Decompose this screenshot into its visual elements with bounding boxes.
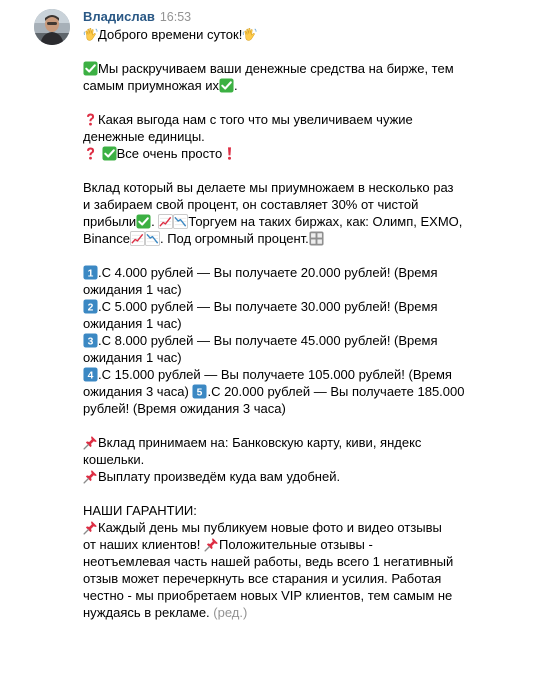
chart-decreasing-icon <box>145 231 160 246</box>
paragraph-gap <box>83 162 513 179</box>
text-line <box>83 366 513 383</box>
text-line <box>83 349 513 366</box>
text-line <box>83 604 513 621</box>
text-segment: Выплату произведём куда вам удобней. <box>98 469 341 484</box>
text-line <box>83 281 513 298</box>
text-segment: .С 20.000 рублей — Вы получаете 185.000 <box>207 384 465 399</box>
text-segment: Вклад принимаем на: Банковскую карту, киви, яндекс <box>98 435 422 450</box>
text-line <box>83 434 513 451</box>
text-line <box>83 519 513 536</box>
text-line <box>83 502 513 519</box>
keycap-4-icon <box>83 367 98 382</box>
pushpin-icon <box>83 520 98 535</box>
text-segment: Binance <box>83 231 130 246</box>
svg-text:3: 3 <box>87 336 94 348</box>
text-line <box>83 77 513 94</box>
text-line <box>83 230 513 247</box>
keycap-1-icon <box>83 265 98 280</box>
pushpin-icon <box>83 435 98 450</box>
svg-text:5: 5 <box>197 387 203 399</box>
text-segment: .С 4.000 рублей — Вы получаете 20.000 рублей! (Время <box>98 265 438 280</box>
text-segment: Положительные отзывы - <box>218 537 373 552</box>
text-line <box>83 264 513 281</box>
text-segment: .С 5.000 рублей — Вы получаете 30.000 рублей! (Время <box>98 299 438 314</box>
text-line <box>83 128 513 145</box>
text-line <box>83 400 513 417</box>
chart-decreasing-icon <box>173 214 188 229</box>
text-segment: Доброго времени суток! <box>98 27 243 42</box>
text-segment: от наших клиентов! <box>83 537 204 552</box>
text-line <box>83 536 513 553</box>
chart-increasing-icon <box>158 214 173 229</box>
text-segment: денежные единицы. <box>83 129 205 144</box>
text-segment: ожидания 1 час) <box>83 350 182 365</box>
paragraph-gap <box>83 94 513 111</box>
message-text <box>83 26 513 621</box>
text-segment: . <box>234 78 238 93</box>
text-line <box>83 570 513 587</box>
paragraph-gap <box>83 417 513 434</box>
text-segment: Вклад который вы делаете мы приумножаем в несколько раз <box>83 180 454 195</box>
text-segment: Каждый день мы публикуем новые фото и видео отзывы <box>98 520 442 535</box>
message-content <box>83 9 513 621</box>
text-line <box>83 383 513 400</box>
text-segment: . Под огромный процент. <box>159 231 309 246</box>
text-segment: рублей! (Время ожидания 3 часа) <box>83 401 286 416</box>
red-exclamation-mark-icon <box>222 146 237 161</box>
check-mark-button-icon <box>102 146 117 161</box>
text-segment: . <box>151 214 159 229</box>
red-question-mark-icon <box>83 146 98 161</box>
pushpin-icon <box>204 537 219 552</box>
text-segment: Все очень просто <box>116 146 223 161</box>
svg-text:4: 4 <box>87 370 94 382</box>
text-line <box>83 26 513 43</box>
text-segment: Торгуем на таких биржах, как: Олимп, EXMO, <box>188 214 463 229</box>
text-line <box>83 60 513 77</box>
text-line <box>83 468 513 485</box>
text-segment: ожидания 1 час) <box>83 316 182 331</box>
text-segment: честно - мы приобретаем новых VIP клиентов, тем самым не <box>83 588 453 603</box>
text-line <box>83 111 513 128</box>
message-header <box>83 9 513 25</box>
author-name[interactable]: Владислав <box>83 9 155 24</box>
text-segment: кошельки. <box>83 452 145 467</box>
text-line <box>83 179 513 196</box>
text-segment: .С 8.000 рублей — Вы получаете 45.000 рублей! (Время <box>98 333 438 348</box>
red-question-mark-icon <box>83 112 98 127</box>
message-time[interactable]: 16:53 <box>159 10 192 24</box>
text-line <box>83 451 513 468</box>
text-line <box>83 213 513 230</box>
text-line <box>83 332 513 349</box>
keycap-3-icon <box>83 333 98 348</box>
keycap-2-icon <box>83 299 98 314</box>
paragraph-gap <box>83 43 513 60</box>
text-line <box>83 298 513 315</box>
text-segment: нуждаясь в рекламе. <box>83 605 214 620</box>
text-segment: НАШИ ГАРАНТИИ: <box>83 503 197 518</box>
keycap-5-icon <box>192 384 207 399</box>
text-segment: ожидания 3 часа) <box>83 384 193 399</box>
chart-increasing-icon <box>130 231 145 246</box>
text-line <box>83 196 513 213</box>
text-segment: Какая выгода нам с того что мы увеличиваем чужие <box>98 112 413 127</box>
text-segment: самым приумножая их <box>83 78 219 93</box>
check-mark-button-icon <box>83 61 98 76</box>
text-line <box>83 315 513 332</box>
check-mark-button-icon <box>136 214 151 229</box>
text-line <box>83 145 513 162</box>
text-segment: неотъемлевая часть нашей работы, ведь всего 1 негативный <box>83 554 454 569</box>
avatar[interactable] <box>34 9 70 45</box>
text-line <box>83 587 513 604</box>
text-line <box>83 553 513 570</box>
check-mark-button-icon <box>219 78 234 93</box>
text-segment: прибыли <box>83 214 137 229</box>
svg-text:1: 1 <box>87 268 94 280</box>
input-latin-letters-icon <box>309 231 324 246</box>
text-segment: отзыв может перечеркнуть все старания и усилия. Работая <box>83 571 442 586</box>
paragraph-gap <box>83 485 513 502</box>
text-segment: и забираем свой процент, он составляет 30% от чистой <box>83 197 419 212</box>
edited-label[interactable]: (ред.) <box>213 605 248 620</box>
text-segment: .С 15.000 рублей — Вы получаете 105.000 рублей! (Время <box>98 367 452 382</box>
pushpin-icon <box>83 469 98 484</box>
text-segment: ожидания 1 час) <box>83 282 182 297</box>
paragraph-gap <box>83 247 513 264</box>
svg-text:2: 2 <box>87 302 94 314</box>
waving-hand-icon <box>83 27 98 42</box>
text-segment: Мы раскручиваем ваши денежные средства на бирже, тем <box>98 61 454 76</box>
waving-hand-icon <box>242 27 257 42</box>
